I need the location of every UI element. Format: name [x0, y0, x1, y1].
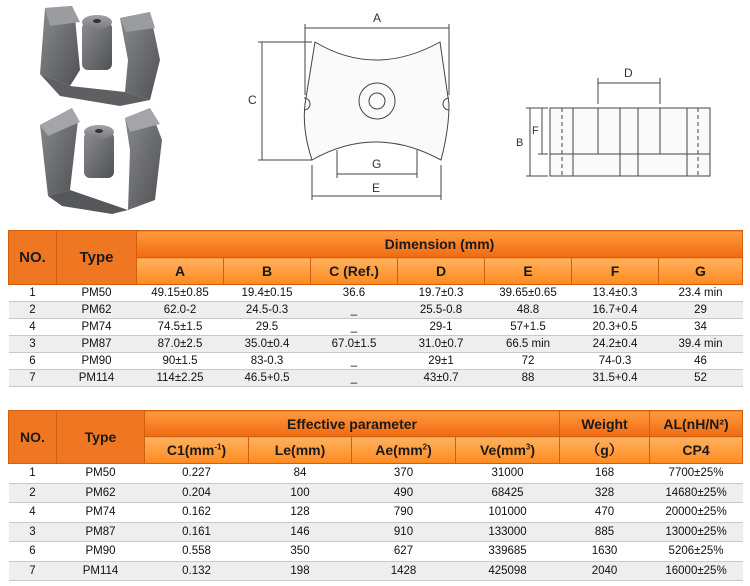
cell: PM114 [57, 561, 145, 581]
cell: 7700±25% [650, 464, 743, 484]
cell: 19.4±0.15 [224, 285, 311, 302]
cell: 16000±25% [650, 561, 743, 581]
col-le-header: Le(mm) [249, 437, 352, 464]
cell: 46.5+0.5 [224, 370, 311, 387]
weight-header: Weight [560, 411, 650, 437]
label-f: F [532, 125, 539, 137]
core-photo-upper [40, 6, 160, 106]
cell: 0.558 [145, 542, 249, 562]
cell: 57+1.5 [485, 319, 572, 336]
cell: 20.3+0.5 [572, 319, 659, 336]
cell: 90±1.5 [137, 353, 224, 370]
cell: 885 [560, 522, 650, 542]
cell: 14680±25% [650, 483, 743, 503]
cell: 67.0±1.5 [311, 336, 398, 353]
table-row [9, 302, 743, 319]
parameter-table [8, 410, 743, 581]
cell: 25.5-0.8 [398, 302, 485, 319]
cell: 72 [485, 353, 572, 370]
col-g-header: G [659, 258, 743, 285]
cell: PM87 [57, 336, 137, 353]
cell: 128 [249, 503, 352, 523]
col-c-header: C (Ref.) [311, 258, 398, 285]
cell: 23.4 min [659, 285, 743, 302]
cell: PM62 [57, 302, 137, 319]
cell: 74.5±1.5 [137, 319, 224, 336]
cell: 52 [659, 370, 743, 387]
cell: PM74 [57, 503, 145, 523]
side-view-drawing [526, 78, 710, 176]
cell: 470 [560, 503, 650, 523]
label-a: A [373, 11, 382, 25]
drawings-area [0, 0, 750, 222]
cell: 39.4 min [659, 336, 743, 353]
effective-parameter-header: Effective parameter [145, 411, 560, 437]
cell: 4 [9, 319, 57, 336]
cell: 425098 [456, 561, 560, 581]
type-header: Type [57, 411, 145, 464]
cell: 39.65±0.65 [485, 285, 572, 302]
core-photo-lower [40, 108, 162, 214]
cell: 29.5 [224, 319, 311, 336]
cell: 3 [9, 336, 57, 353]
cell: PM114 [57, 370, 137, 387]
cell: _ [311, 302, 398, 319]
cell: 350 [249, 542, 352, 562]
cell: PM87 [57, 522, 145, 542]
cell: 43±0.7 [398, 370, 485, 387]
cell: 46 [659, 353, 743, 370]
cell: 84 [249, 464, 352, 484]
cell: 168 [560, 464, 650, 484]
cell: 6 [9, 353, 57, 370]
no-header: NO. [9, 231, 57, 285]
cell: 7 [9, 370, 57, 387]
cell: 62.0-2 [137, 302, 224, 319]
cell: 0.227 [145, 464, 249, 484]
cell: 101000 [456, 503, 560, 523]
cell: 1630 [560, 542, 650, 562]
cell: 1 [9, 464, 57, 484]
cell: 29 [659, 302, 743, 319]
cell: 29-1 [398, 319, 485, 336]
table-row [9, 353, 743, 370]
table-row [9, 464, 743, 484]
al-header: AL(nH/N²) [650, 411, 743, 437]
col-f-header: F [572, 258, 659, 285]
table-row [9, 319, 743, 336]
table-row [9, 542, 743, 562]
table-row [9, 483, 743, 503]
cell: 114±2.25 [137, 370, 224, 387]
col-ae-header: $Ae(mm^2)$ [352, 437, 456, 464]
cell: 29±1 [398, 353, 485, 370]
cell: 339685 [456, 542, 560, 562]
table-row [9, 285, 743, 302]
cell: 74-0.3 [572, 353, 659, 370]
table-row [9, 561, 743, 581]
col-d-header: D [398, 258, 485, 285]
table-row [9, 522, 743, 542]
cell: 48.8 [485, 302, 572, 319]
cell: PM90 [57, 353, 137, 370]
cell: 370 [352, 464, 456, 484]
table-row [9, 336, 743, 353]
cell: 16.7+0.4 [572, 302, 659, 319]
cell: 627 [352, 542, 456, 562]
dimension-group-header: Dimension (mm) [137, 231, 743, 258]
table-row [9, 370, 743, 387]
cell: 24.2±0.4 [572, 336, 659, 353]
front-view-drawing [258, 24, 449, 200]
col-e-header: E [485, 258, 572, 285]
label-b: B [516, 137, 524, 149]
cell: 4 [9, 503, 57, 523]
cell: 68425 [456, 483, 560, 503]
cell: 910 [352, 522, 456, 542]
cell: 13000±25% [650, 522, 743, 542]
col-b-header: B [224, 258, 311, 285]
col-c1-header: $C1(mm^{-1})$ [145, 437, 249, 464]
cell: 490 [352, 483, 456, 503]
cell: 24.5-0.3 [224, 302, 311, 319]
cell: 88 [485, 370, 572, 387]
cell: 19.7±0.3 [398, 285, 485, 302]
cell: PM74 [57, 319, 137, 336]
cell: PM50 [57, 464, 145, 484]
al-sub-header: CP4 [650, 437, 743, 464]
cell: 2040 [560, 561, 650, 581]
no-header: NO. [9, 411, 57, 464]
cell: 1 [9, 285, 57, 302]
cell: 34 [659, 319, 743, 336]
label-d: D [624, 66, 633, 80]
cell: 31000 [456, 464, 560, 484]
cell: _ [311, 370, 398, 387]
cell: 3 [9, 522, 57, 542]
cell: 0.132 [145, 561, 249, 581]
col-ve-header: $Ve(mm^3)$ [456, 437, 560, 464]
cell: 2 [9, 483, 57, 503]
cell: 0.161 [145, 522, 249, 542]
label-g: G [372, 157, 382, 171]
cell: PM50 [57, 285, 137, 302]
cell: _ [311, 353, 398, 370]
cell: 0.162 [145, 503, 249, 523]
cell: PM62 [57, 483, 145, 503]
cell: 83-0.3 [224, 353, 311, 370]
cell: 100 [249, 483, 352, 503]
cell: 133000 [456, 522, 560, 542]
cell: 198 [249, 561, 352, 581]
cell: 13.4±0.3 [572, 285, 659, 302]
cell: 5206±25% [650, 542, 743, 562]
cell: 1428 [352, 561, 456, 581]
cell: 2 [9, 302, 57, 319]
label-c: C [248, 93, 257, 107]
cell: 66.5 min [485, 336, 572, 353]
cell: 146 [249, 522, 352, 542]
cell: 87.0±2.5 [137, 336, 224, 353]
cell: 31.5+0.4 [572, 370, 659, 387]
weight-unit-header: （g） [560, 437, 650, 464]
cell: 328 [560, 483, 650, 503]
cell: PM90 [57, 542, 145, 562]
dimension-table [8, 230, 743, 387]
col-a-header: A [137, 258, 224, 285]
cell: 7 [9, 561, 57, 581]
cell: 49.15±0.85 [137, 285, 224, 302]
cell: _ [311, 319, 398, 336]
cell: 35.0±0.4 [224, 336, 311, 353]
type-header: Type [57, 231, 137, 285]
cell: 790 [352, 503, 456, 523]
cell: 0.204 [145, 483, 249, 503]
label-e: E [372, 181, 381, 195]
cell: 31.0±0.7 [398, 336, 485, 353]
table-row [9, 503, 743, 523]
cell: 20000±25% [650, 503, 743, 523]
cell: 6 [9, 542, 57, 562]
cell: 36.6 [311, 285, 398, 302]
